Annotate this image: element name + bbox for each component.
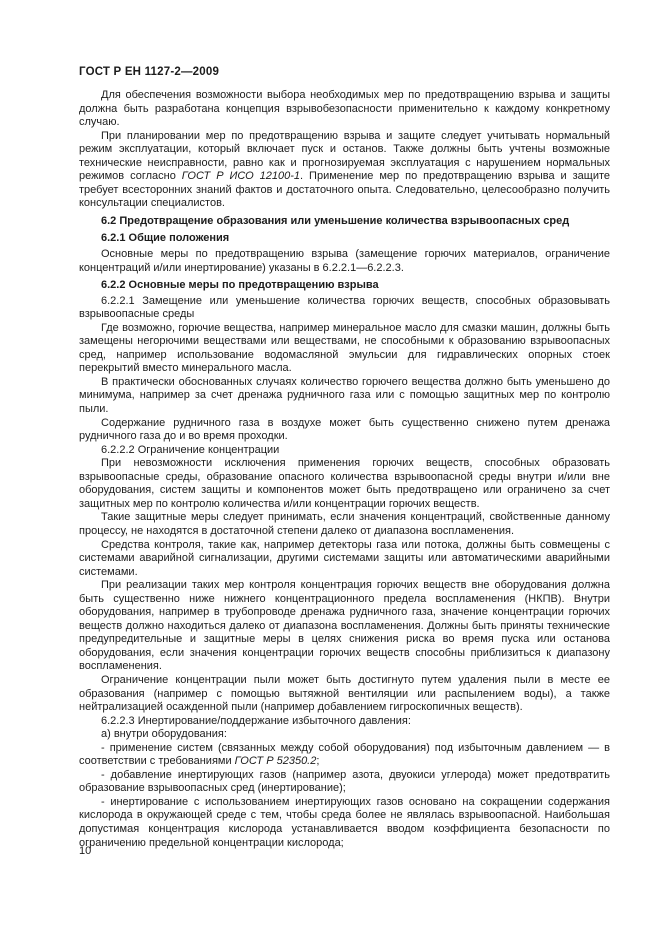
paragraph: Для обеспечения возможности выбора необходимых мер по предотвращению взрыва и защиты должна быть разработана концепция взрывобезопасности применительно к каждому конкретному случаю. — [79, 89, 610, 129]
list-item-dash — [79, 742, 610, 769]
list-item-dash: - добавление инертирующих газов (например азота, двуокиси углерода) может предотвратить образование взрывоопасных сред (инертирование); — [79, 768, 610, 795]
paragraph: Основные меры по предотвращению взрыва (замещение горючих материалов, ограничение концентраций и/или инертирование) указаны в 6.2.2.1—6.2.2.3. — [79, 248, 610, 274]
standard-reference: ГОСТ Р 52350.2 — [234, 755, 317, 768]
list-item-a: а) внутри оборудования: — [101, 728, 227, 741]
paragraph: Средства контроля, такие как, например детекторы газа или потока, должны быть совмещены с системами аварийной сигнализации, другими системами защиты или автоматическими аварийными системами. — [79, 538, 610, 578]
paragraph-run: . Применение мер по предотвращению взрыва и защите требует всесторонних знаний фактов и достаточного опыта. Следовательно, целесообразно получить консультации специалистов. — [79, 170, 611, 210]
paragraph-run: При планировании мер по предотвращению взрыва и защите следует учитывать нормальный режим эксплуатации, который включает пуск и останов. Также должны быть учтены возможные технические неисправности, равно как и прогнозируемая эксплуатация с нарушением нормальных режимов согласно — [79, 129, 610, 183]
paragraph: Такие защитные меры следует принимать, если значения концентраций, свойственные данному процессу, не находятся в достаточной степени далеко от диапазона воспламенения. — [79, 511, 610, 537]
paragraph-run: ; — [316, 755, 320, 768]
paragraph — [79, 130, 610, 211]
paragraph: Где возможно, горючие вещества, например минеральное масло для смазки машин, должны быть замещены негорючими веществами или веществами, не способными к образованию взрывоопасных сред, например использование водомасляной эмульсии для гидравлических опорных стоек перекрытий вместо минерального масла. — [79, 321, 610, 375]
section-heading-6-2: 6.2 Предотвращение образования или уменьшение количества взрывоопасных сред — [101, 214, 570, 227]
paragraph: Содержание рудничного газа в воздухе может быть существенно снижено путем дренажа рудничного газа до и во время проходки. — [79, 416, 610, 443]
paragraph: В практически обоснованных случаях количество горючего вещества должно быть уменьшено до минимума, например за счет дренажа рудничного газа или с помощью защитных мер по контролю пыли. — [79, 375, 610, 416]
document-body — [79, 89, 610, 850]
paragraph: Ограничение концентрации пыли может быть достигнуто путем удаления пыли в месте ее образования (например с помощью вытяжной вентиляции или распылением воды), а также нейтрализацией осажденной пыли (например добавлением гигроскопичных веществ). — [79, 673, 610, 714]
subsection-6-2-2-1: 6.2.2.1 Замещение или уменьшение количества горючих веществ, способных образовывать взрывоопасные среды — [79, 294, 610, 321]
section-heading-6-2-1: 6.2.1 Общие положения — [101, 232, 230, 245]
page-number: 10 — [79, 845, 92, 857]
subsection-6-2-2-3: 6.2.2.3 Инертирование/поддержание избыточного давления: — [101, 714, 411, 727]
paragraph-run: - применение систем (связанных между собой оборудования) под избыточным давлением — в соответствии с требованиями — [79, 741, 610, 768]
section-heading-6-2-2: 6.2.2 Основные меры по предотвращению взрыва — [101, 279, 379, 292]
document-header: ГОСТ Р ЕН 1127-2—2009 — [79, 66, 220, 78]
paragraph: При невозможности исключения применения горючих веществ, способных образовать взрывоопасные среды, образование опасного количества взрывоопасной среды внутри и/или вне оборудования, систем защиты и компонентов может быть предотвращено или ограничено за счет защитных мер по контролю количества и/или концентрации горючих веществ. — [79, 457, 610, 510]
paragraph: При реализации таких мер контроля концентрация горючих веществ вне оборудования должна быть существенно ниже нижнего концентрационного предела воспламенения (НКПВ). Внутри оборудования, например в трубопроводе дренажа рудничного газа, значение концентрации горючих веществ должно находиться далеко от диапазона воспламенения. Должны быть приняты технические предупредительные и защитные меры в целях снижения риска во время пуска или останова оборудования, если значения концентрации горючих веществ способны приблизиться к диапазону воспламенения. — [79, 579, 610, 673]
subsection-6-2-2-2: 6.2.2.2 Ограничение концентрации — [101, 443, 280, 456]
standard-reference: ГОСТ Р ИСО 12100-1 — [181, 170, 301, 183]
list-item-dash: - инертирование с использованием инертирующих газов основано на сокращении содержания кислорода в окружающей среде с тем, чтобы среда более не являлась взрывоопасной. Наибольшая допустимая концентрация кислорода устанавливается вводом коэффициента безопасности по ограничению предельной концентрации кислорода; — [79, 795, 610, 849]
